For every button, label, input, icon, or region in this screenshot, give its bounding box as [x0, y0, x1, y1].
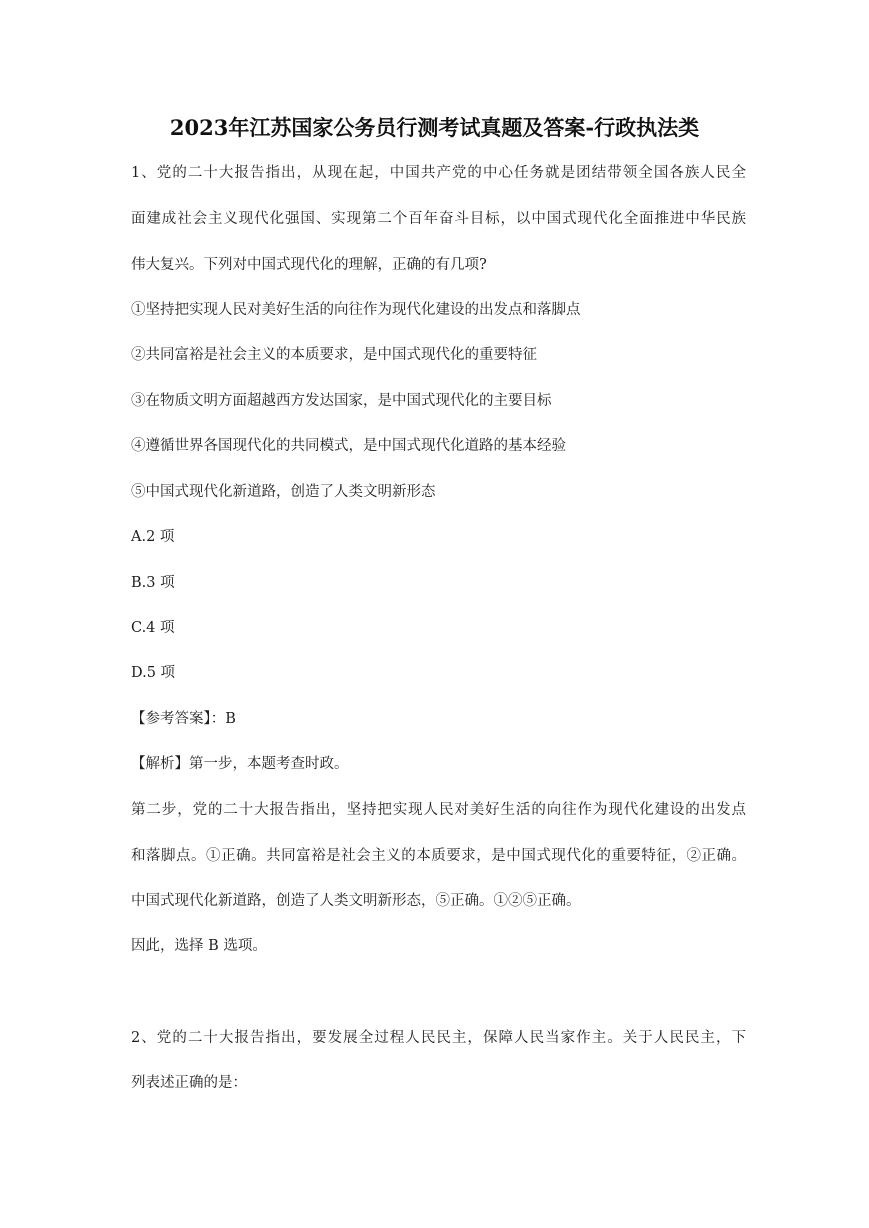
q1-stem-line: 面建成社会主义现代化强国、实现第二个百年奋斗目标，以中国式现代化全面推进中华民族 — [131, 211, 746, 227]
q1-statement: ④遵循世界各国现代化的共同模式，是中国式现代化道路的基本经验 — [131, 438, 566, 454]
q1-option-a: A.2 项 — [131, 529, 175, 545]
q1-option-d: D.5 项 — [131, 665, 176, 681]
q1-analysis-line: 和落脚点。①正确。共同富裕是社会主义的本质要求，是中国式现代化的重要特征，②正确。 — [131, 848, 746, 864]
q1-option-c: C.4 项 — [131, 620, 175, 636]
q1-option-b: B.3 项 — [131, 575, 175, 591]
q1-analysis-line: 【解析】第一步，本题考查时政。 — [131, 756, 349, 772]
q1-answer: 【参考答案】：B — [131, 711, 236, 727]
q1-statement: ③在物质文明方面超越西方发达国家，是中国式现代化的主要目标 — [131, 393, 552, 409]
q2-stem-line: 2、党的二十大报告指出，要发展全过程人民民主，保障人民当家作主。关于人民民主，下 — [131, 1030, 746, 1046]
q1-analysis-line: 中国式现代化新道路，创造了人类文明新形态，⑤正确。①②⑤正确。 — [131, 893, 581, 909]
q2-stem-line: 列表述正确的是： — [131, 1075, 247, 1091]
document-title: 2023年江苏国家公务员行测考试真题及答案-行政执法类 — [169, 115, 700, 140]
q1-stem-line: 1、党的二十大报告指出，从现在起，中国共产党的中心任务就是团结带领全国各族人民全 — [131, 165, 746, 181]
q1-statement: ①坚持把实现人民对美好生活的向往作为现代化建设的出发点和落脚点 — [131, 302, 581, 318]
q1-analysis-line: 因此，选择 B 选项。 — [131, 938, 267, 954]
q1-statement: ②共同富裕是社会主义的本质要求，是中国式现代化的重要特征 — [131, 347, 537, 363]
q1-stem-line: 伟大复兴。下列对中国式现代化的理解，正确的有几项? — [131, 257, 487, 273]
q1-statement: ⑤中国式现代化新道路，创造了人类文明新形态 — [131, 484, 436, 500]
q1-analysis-line: 第二步，党的二十大报告指出，坚持把实现人民对美好生活的向往作为现代化建设的出发点 — [131, 802, 746, 818]
